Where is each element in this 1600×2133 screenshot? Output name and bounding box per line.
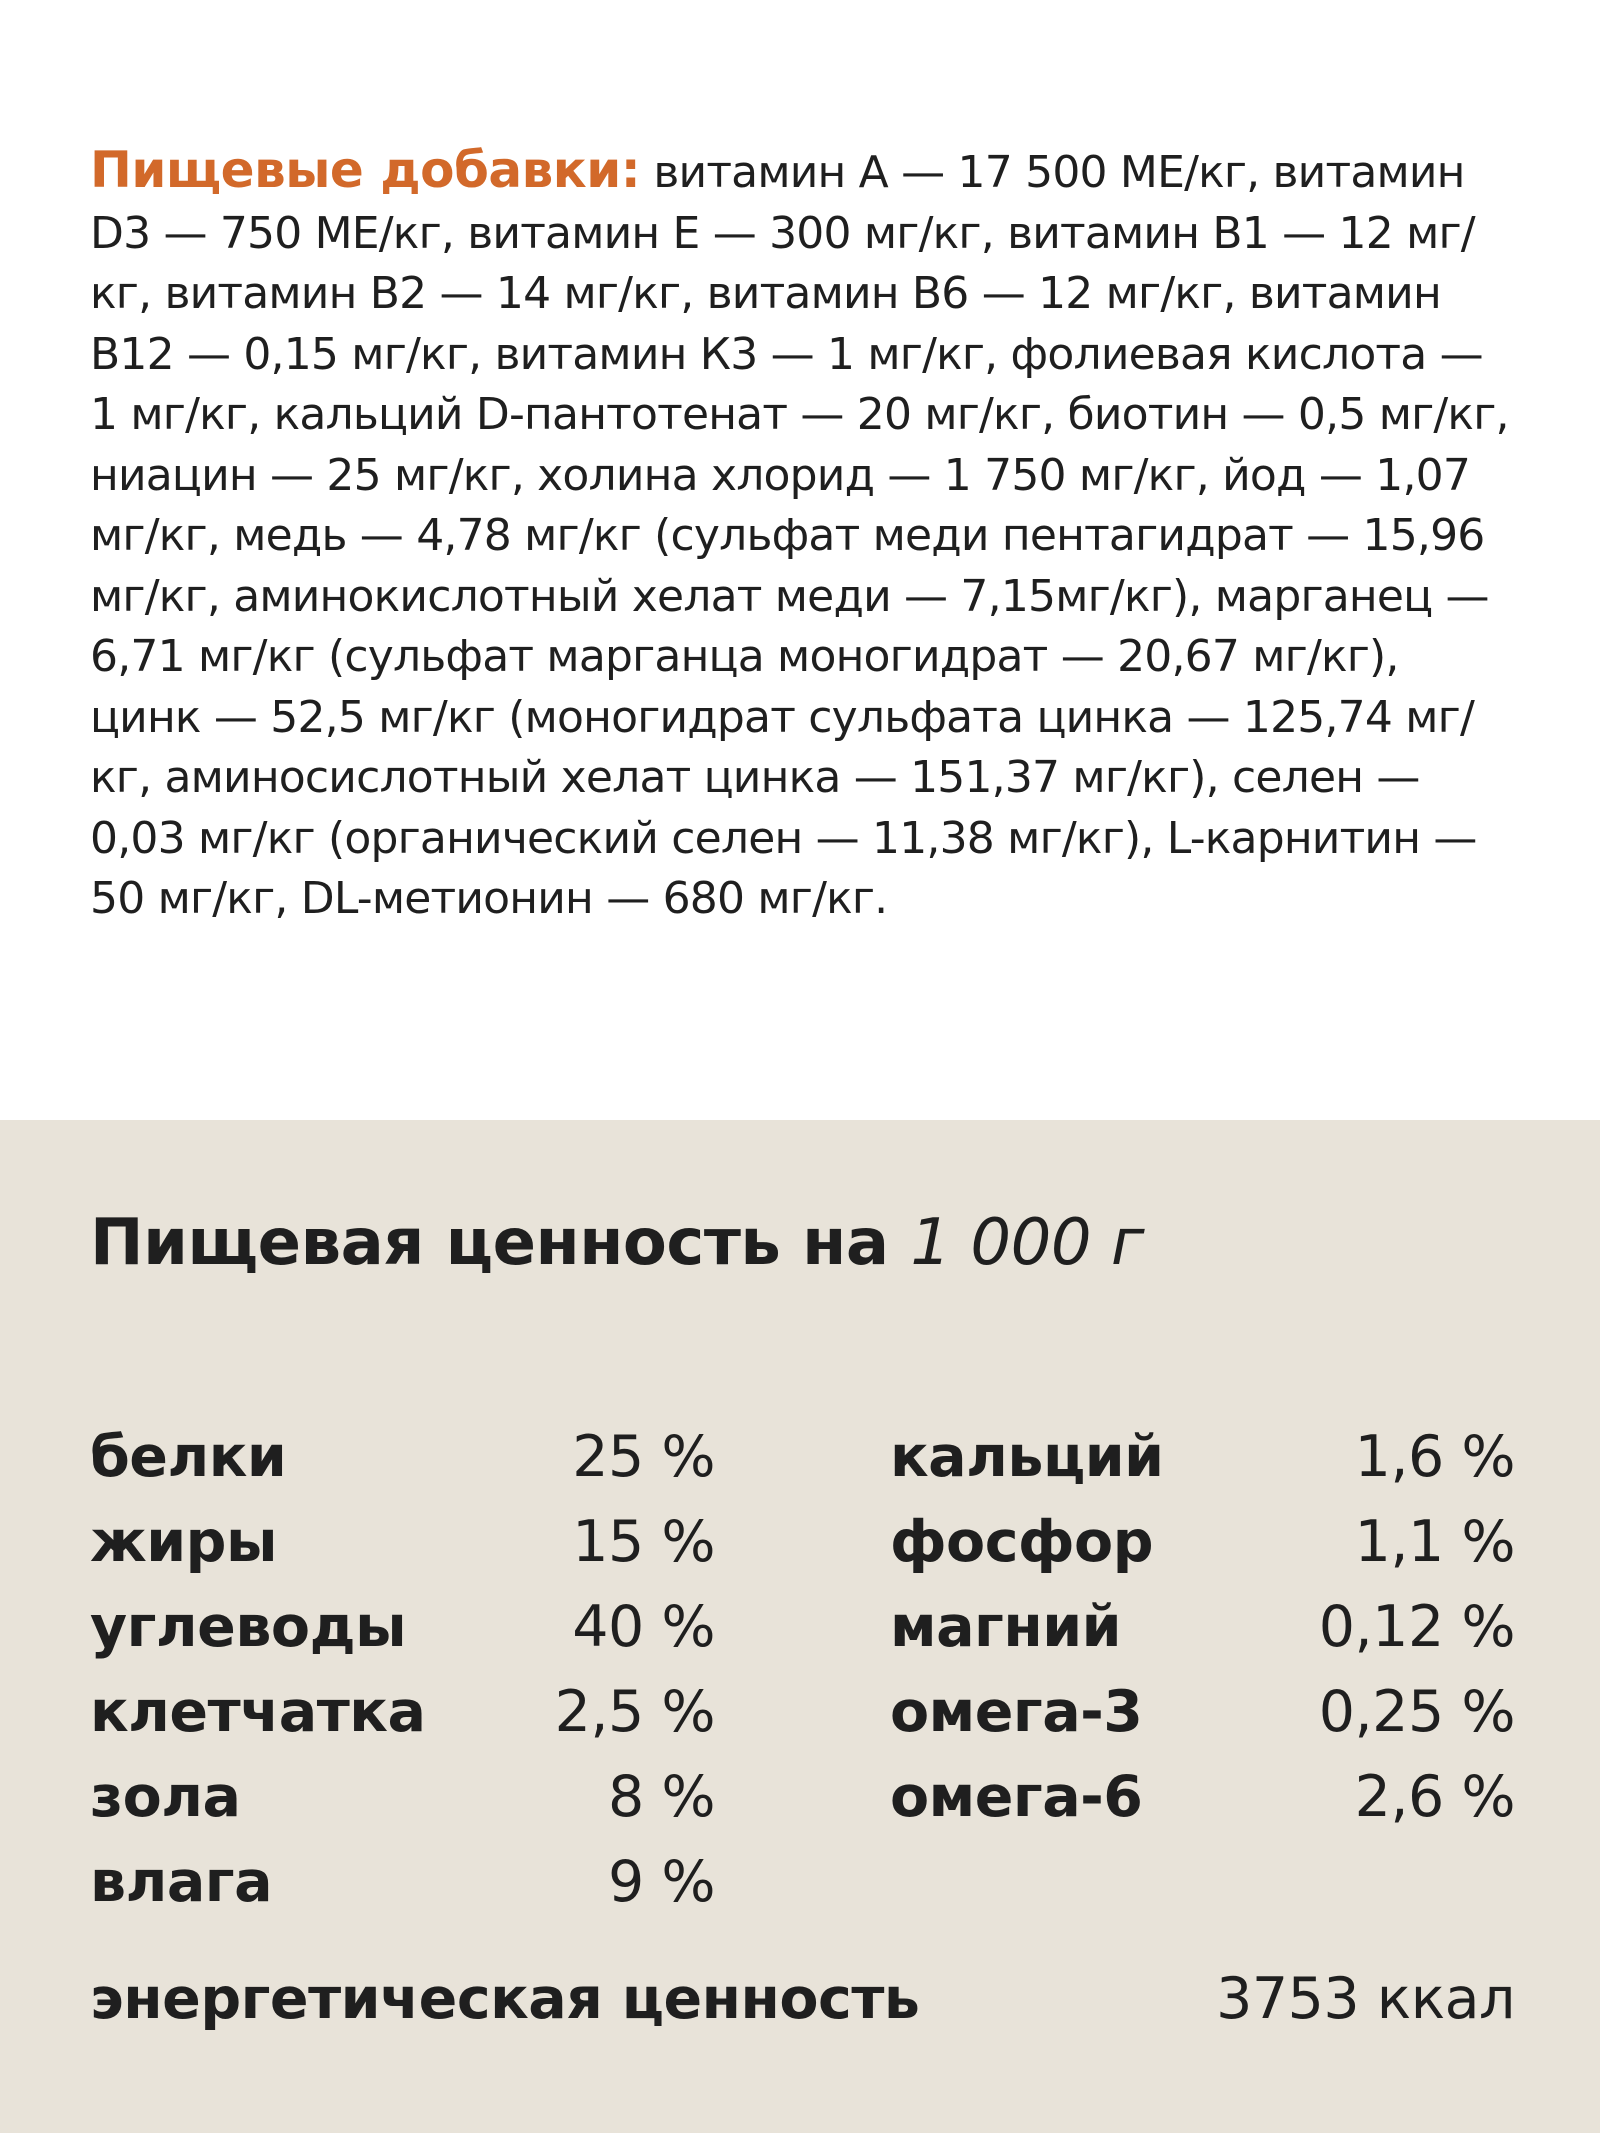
nutrient-value: 25 % <box>572 1424 715 1490</box>
nutrition-row <box>90 1670 715 1755</box>
nutrient-name: белки <box>90 1424 287 1490</box>
nutrient-value: 2,5 % <box>554 1679 715 1745</box>
nutrient-value: 2,6 % <box>1354 1764 1515 1830</box>
nutrition-row <box>90 1415 715 1500</box>
additives-text: витамин А — 17 500 МЕ/кг, витамин D3 — 750 МЕ/кг, витамин Е — 300 мг/кг, витамин В1 — 12 мг/кг, витамин В2 — 14 мг/кг, витамин В6 — 12 мг/кг, витамин В12 — 0,15 мг/кг, витамин К3 — 1 мг/кг, фолиевая кислота — 1 мг/кг, кальций D-пантотенат — 20 мг/кг, биотин — 0,5 мг/кг, ниацин — 25 мг/кг, холина хлорид — 1 750 мг/кг, йод — 1,07 мг/кг, медь — 4,78 мг/кг (сульфат меди пентагидрат — 15,96 мг/кг, аминокислотный хелат меди — 7,15мг/кг), марганец — 6,71 мг/кг (сульфат марганца моногидрат — 20,67 мг/кг), цинк — 52,5 мг/кг (моногидрат сульфата цинка — 125,74 мг/кг, аминосислотный хелат цинка — 151,37 мг/кг), селен — 0,03 мг/кг (органический селен — 11,38 мг/кг), L-карнитин — 50 мг/кг, DL-метионин — 680 мг/кг. <box>90 147 1509 924</box>
nutrition-row <box>90 1755 715 1840</box>
nutrition-title-text: Пищевая ценность на <box>90 1206 911 1280</box>
nutrient-value: 8 % <box>607 1764 715 1830</box>
nutrient-name: зола <box>90 1764 241 1830</box>
nutrition-row <box>90 1500 715 1585</box>
energy-row <box>90 1957 1515 2042</box>
nutrient-name: омега-3 <box>890 1679 1143 1745</box>
nutrient-value: 0,12 % <box>1318 1594 1515 1660</box>
nutrient-name: углеводы <box>90 1594 407 1660</box>
energy-label: энергетическая ценность <box>90 1966 920 2032</box>
nutrient-value: 15 % <box>572 1509 715 1575</box>
nutrient-value: 1,6 % <box>1354 1424 1515 1490</box>
nutrient-name: кальций <box>890 1424 1164 1490</box>
nutrition-row <box>890 1670 1515 1755</box>
energy-value: 3753 ккал <box>1216 1966 1515 2032</box>
nutrient-name: омега-6 <box>890 1764 1143 1830</box>
nutrient-value: 40 % <box>572 1594 715 1660</box>
nutrition-row <box>90 1585 715 1670</box>
nutrient-name: жиры <box>90 1509 278 1575</box>
nutrition-row <box>890 1755 1515 1840</box>
nutrient-name: влага <box>90 1849 273 1915</box>
nutrient-value: 9 % <box>607 1849 715 1915</box>
nutrient-name: магний <box>890 1594 1122 1660</box>
nutrition-row <box>890 1415 1515 1500</box>
nutrition-row <box>90 1840 715 1925</box>
nutrient-value: 1,1 % <box>1354 1509 1515 1575</box>
nutrition-column-left <box>90 1415 715 1925</box>
additives-label: Пищевые добавки: <box>90 141 641 199</box>
nutrition-column-right <box>890 1415 1515 1840</box>
nutrient-name: фосфор <box>890 1509 1154 1575</box>
nutrition-title <box>90 1205 1144 1281</box>
nutrition-row <box>890 1585 1515 1670</box>
nutrition-title-amount: 1 000 г <box>910 1206 1145 1280</box>
additives-paragraph <box>90 140 1520 930</box>
nutrient-value: 0,25 % <box>1318 1679 1515 1745</box>
nutrition-row <box>890 1500 1515 1585</box>
nutrient-name: клетчатка <box>90 1679 426 1745</box>
